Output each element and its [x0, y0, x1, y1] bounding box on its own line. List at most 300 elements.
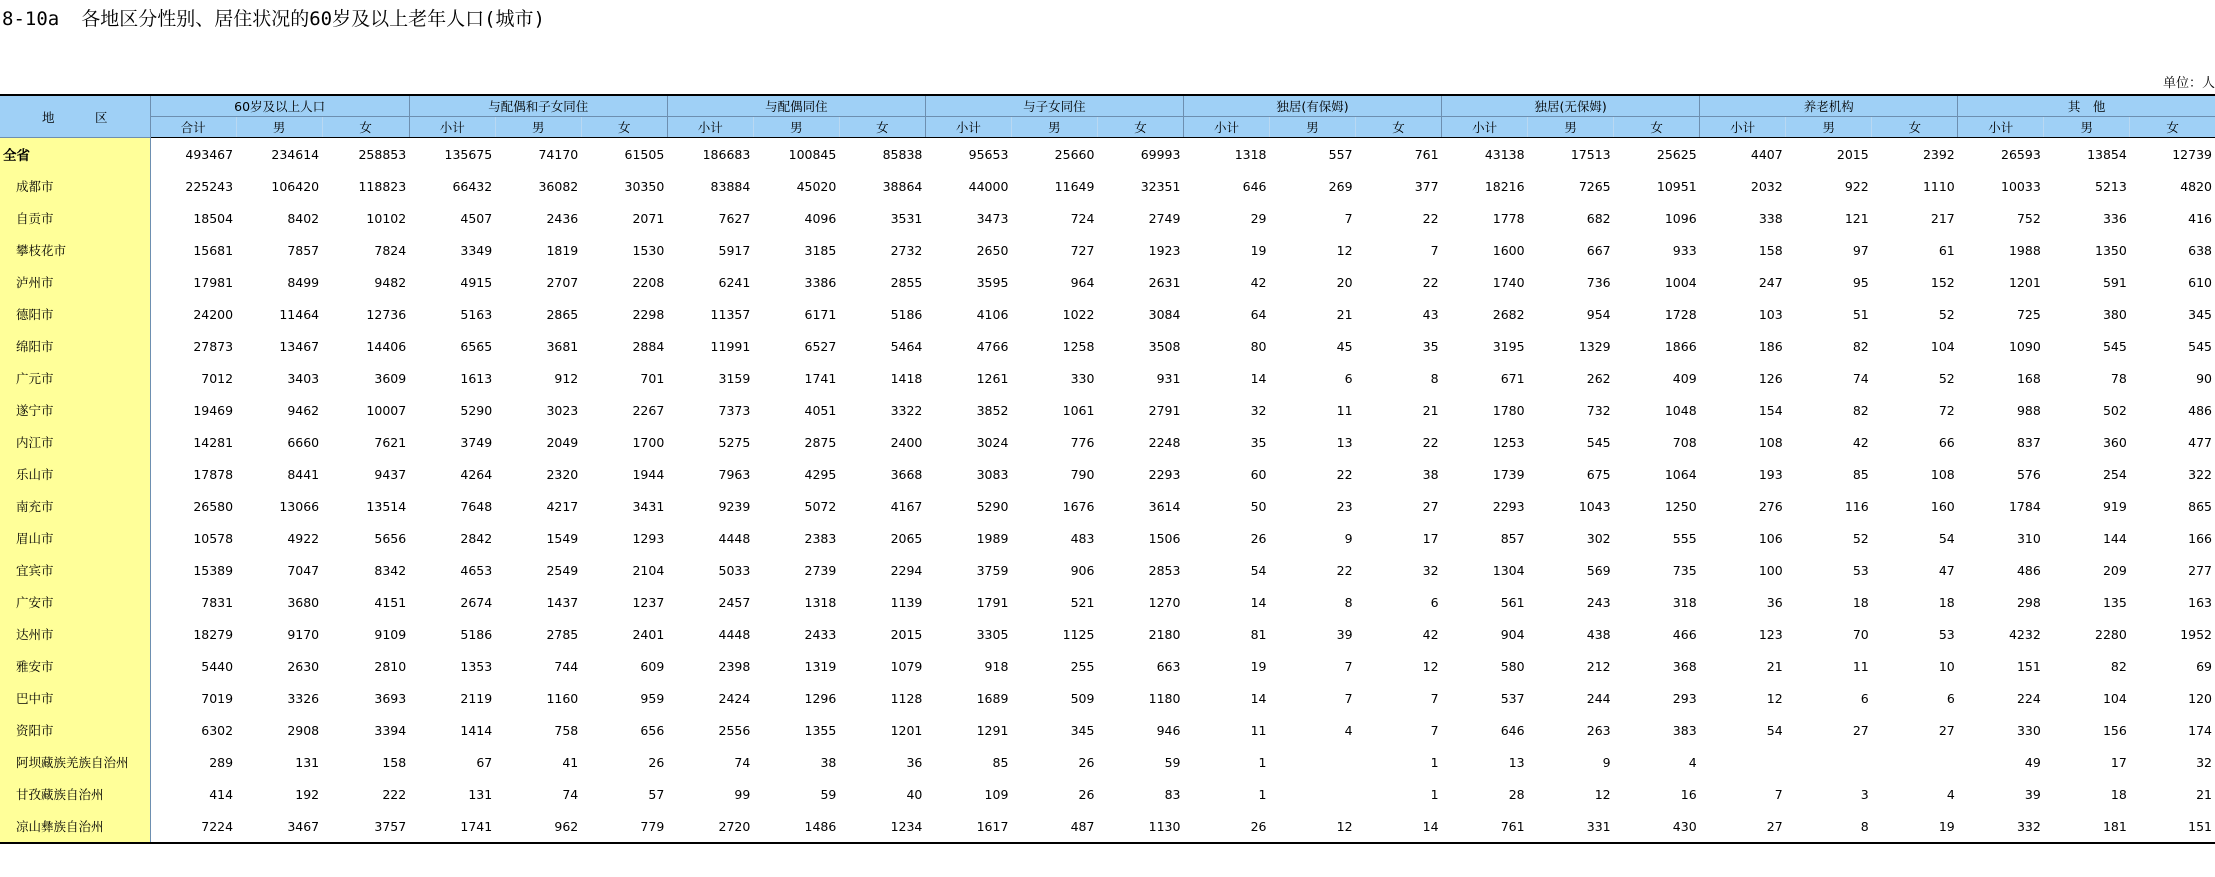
subheader: 小计: [1183, 117, 1269, 138]
value-cell: 15681: [193, 242, 234, 258]
value-cell: 345: [1070, 722, 1095, 738]
value-cell: 2400: [890, 434, 923, 450]
value-cell: 9239: [718, 498, 751, 514]
region-cell: 宜宾市: [0, 554, 150, 586]
value-cell: 108: [1930, 466, 1955, 482]
value-cell: 2298: [632, 306, 665, 322]
value-cell: 18504: [193, 210, 234, 226]
value-cell: 14: [1250, 594, 1267, 610]
value-cell: 42: [1422, 626, 1439, 642]
value-cell: 234614: [271, 146, 320, 162]
value-cell: 2065: [890, 530, 923, 546]
table-row: [0, 682, 2215, 714]
value-cell: 36: [906, 754, 923, 770]
value-cell: 243: [1586, 594, 1611, 610]
table-row: [0, 426, 2215, 458]
value-cell: 9170: [287, 626, 320, 642]
value-cell: [1786, 746, 1872, 778]
value-cell: 12: [1594, 786, 1611, 802]
value-cell: 2457: [718, 594, 751, 610]
value-cell: 21: [1766, 658, 1783, 674]
table-row: [0, 586, 2215, 618]
value-cell: 1530: [632, 242, 665, 258]
value-cell: 12: [1336, 242, 1353, 258]
value-cell: 1270: [1148, 594, 1181, 610]
value-cell: 224: [2016, 690, 2041, 706]
value-cell: 724: [1070, 210, 1095, 226]
value-cell: 904: [1500, 626, 1525, 642]
value-cell: 3749: [460, 434, 493, 450]
value-cell: 244: [1586, 690, 1611, 706]
value-cell: 10: [1938, 658, 1955, 674]
value-cell: 380: [2102, 306, 2127, 322]
subheader: 小计: [409, 117, 495, 138]
value-cell: 120: [2188, 690, 2212, 706]
value-cell: 7019: [201, 690, 234, 706]
value-cell: 100: [1758, 562, 1783, 578]
value-cell: 26: [648, 754, 665, 770]
value-cell: 25625: [1656, 146, 1697, 162]
value-cell: 2398: [718, 658, 751, 674]
value-cell: 25660: [1054, 146, 1095, 162]
value-cell: 72: [1938, 402, 1955, 418]
value-cell: 14: [1356, 810, 1442, 843]
value-cell: 6241: [718, 274, 751, 290]
value-cell: 1741: [804, 370, 837, 386]
value-cell: 5656: [374, 530, 407, 546]
value-cell: 18: [1938, 594, 1955, 610]
value-cell: 19: [1250, 658, 1267, 674]
value-cell: 555: [1672, 530, 1697, 546]
table-body: [0, 138, 2215, 844]
value-cell: 1: [1258, 786, 1267, 802]
value-cell: 74: [562, 786, 579, 802]
value-cell: 24200: [193, 306, 234, 322]
region-cell: 自贡市: [0, 202, 150, 234]
value-cell: 40: [906, 786, 923, 802]
group-header: 独居(无保姆): [1442, 95, 1700, 117]
value-cell: 4407: [1750, 146, 1783, 162]
value-cell: 4: [1688, 754, 1697, 770]
value-cell: 2433: [804, 626, 837, 642]
value-cell: 2294: [890, 562, 923, 578]
value-cell: 959: [640, 690, 665, 706]
value-cell: 3322: [890, 402, 923, 418]
value-cell: 32351: [1140, 178, 1181, 194]
value-cell: 3403: [287, 370, 320, 386]
value-cell: 3680: [287, 594, 320, 610]
value-cell: 1064: [1664, 466, 1697, 482]
value-cell: 7963: [718, 466, 751, 482]
value-cell: 263: [1586, 722, 1611, 738]
value-cell: 13854: [2087, 146, 2127, 162]
value-cell: 2267: [632, 402, 665, 418]
value-cell: 1043: [1578, 498, 1611, 514]
value-cell: 6660: [287, 434, 320, 450]
value-cell: 438: [1586, 626, 1611, 642]
value-cell: 3386: [804, 274, 837, 290]
value-cell: 19469: [193, 402, 234, 418]
value-cell: 26593: [2001, 146, 2041, 162]
value-cell: 54: [1250, 562, 1267, 578]
value-cell: 682: [1586, 210, 1611, 226]
value-cell: 8402: [287, 210, 320, 226]
value-cell: 3467: [236, 810, 322, 843]
value-cell: 7831: [201, 594, 234, 610]
value-cell: 11: [1852, 658, 1869, 674]
value-cell: 4: [1946, 786, 1955, 802]
value-cell: 725: [2016, 306, 2041, 322]
value-cell: 104: [2102, 690, 2127, 706]
value-cell: 2853: [1148, 562, 1181, 578]
value-cell: 1318: [804, 594, 837, 610]
value-cell: 83884: [710, 178, 751, 194]
value-cell: 57: [648, 786, 665, 802]
value-cell: 1160: [546, 690, 579, 706]
value-cell: 222: [382, 786, 407, 802]
value-cell: 293: [1672, 690, 1697, 706]
unit-label: 单位：人: [2162, 76, 2215, 91]
value-cell: 493467: [185, 146, 234, 162]
region-cell: 达州市: [0, 618, 150, 650]
value-cell: 4096: [804, 210, 837, 226]
value-cell: 151: [2016, 658, 2041, 674]
value-cell: 487: [1011, 810, 1097, 843]
value-cell: 1110: [1922, 178, 1955, 194]
value-cell: 1350: [2095, 242, 2127, 258]
value-cell: 2739: [804, 562, 837, 578]
value-cell: 1600: [1492, 242, 1525, 258]
value-cell: 9: [1344, 530, 1353, 546]
value-cell: 11464: [279, 306, 320, 322]
value-cell: 776: [1070, 434, 1095, 450]
value-cell: 53: [1938, 626, 1955, 642]
value-cell: 41: [562, 754, 579, 770]
value-cell: 310: [2016, 530, 2041, 546]
value-cell: 509: [1070, 690, 1095, 706]
table-row: [0, 650, 2215, 682]
value-cell: 158: [1758, 242, 1783, 258]
value-cell: 42: [1852, 434, 1869, 450]
value-cell: 49: [2024, 754, 2041, 770]
value-cell: 90: [2196, 370, 2212, 386]
value-cell: 5440: [201, 658, 234, 674]
value-cell: 610: [2188, 274, 2212, 290]
value-cell: 667: [1586, 242, 1611, 258]
value-cell: 1234: [839, 810, 925, 843]
value-cell: 336: [2102, 210, 2127, 226]
value-cell: 1355: [804, 722, 837, 738]
value-cell: 27: [1422, 498, 1439, 514]
value-cell: 922: [1844, 178, 1869, 194]
region-cell: 攀枝花市: [0, 234, 150, 266]
table-row: [0, 746, 2215, 778]
value-cell: 109: [984, 786, 1009, 802]
value-cell: 2732: [890, 242, 923, 258]
value-cell: 277: [2188, 562, 2212, 578]
value-cell: 383: [1672, 722, 1697, 738]
value-cell: 3473: [976, 210, 1009, 226]
value-cell: 1125: [1062, 626, 1095, 642]
table-row: [0, 490, 2215, 522]
value-cell: 13514: [366, 498, 407, 514]
value-cell: 99: [734, 786, 751, 802]
value-cell: 591: [2102, 274, 2127, 290]
value-cell: 7265: [1578, 178, 1611, 194]
value-cell: 262: [1586, 370, 1611, 386]
table-row: [0, 330, 2215, 362]
value-cell: 5290: [976, 498, 1009, 514]
value-cell: 988: [2016, 402, 2041, 418]
value-cell: 7: [1430, 722, 1439, 738]
value-cell: 1329: [1578, 338, 1611, 354]
value-cell: 345: [2188, 306, 2212, 322]
value-cell: 19: [1250, 242, 1267, 258]
value-cell: 35: [1250, 434, 1267, 450]
value-cell: 318: [1672, 594, 1697, 610]
value-cell: [1700, 746, 1786, 778]
subheader: 女: [839, 117, 925, 138]
subheader: 女: [1356, 117, 1442, 138]
group-header: 与子女同住: [925, 95, 1183, 117]
value-cell: 1739: [1492, 466, 1525, 482]
value-cell: 4217: [546, 498, 579, 514]
value-cell: 1048: [1664, 402, 1697, 418]
region-cell: 内江市: [0, 426, 150, 458]
value-cell: 32: [2196, 754, 2212, 770]
value-cell: 7648: [460, 498, 493, 514]
value-cell: 276: [1758, 498, 1783, 514]
value-cell: 2549: [546, 562, 579, 578]
value-cell: 2842: [460, 530, 493, 546]
table-title: 各地区分性别、居住状况的60岁及以上老年人口(城市): [81, 8, 545, 30]
value-cell: 1319: [804, 658, 837, 674]
value-cell: 10033: [2001, 178, 2041, 194]
value-cell: 174: [2188, 722, 2212, 738]
value-cell: 9462: [287, 402, 320, 418]
value-cell: 486: [2016, 562, 2041, 578]
value-cell: 212: [1586, 658, 1611, 674]
table-row-total: [0, 138, 2215, 171]
value-cell: 4106: [976, 306, 1009, 322]
value-cell: 3349: [460, 242, 493, 258]
value-cell: 3023: [546, 402, 579, 418]
value-cell: 154: [1758, 402, 1783, 418]
value-cell: 3609: [374, 370, 407, 386]
value-cell: 17981: [193, 274, 234, 290]
value-cell: 2884: [632, 338, 665, 354]
value-cell: 14: [1250, 370, 1267, 386]
value-cell: 17: [2110, 754, 2127, 770]
value-cell: 32: [1422, 562, 1439, 578]
subheader: 小计: [1442, 117, 1528, 138]
value-cell: 27: [1938, 722, 1955, 738]
value-cell: 42: [1250, 274, 1267, 290]
value-cell: 8342: [374, 562, 407, 578]
value-cell: 2049: [546, 434, 579, 450]
value-cell: 4448: [718, 626, 751, 642]
value-cell: 1353: [460, 658, 493, 674]
page-title: [2, 4, 545, 34]
value-cell: 17: [1422, 530, 1439, 546]
subheader: 男: [1528, 117, 1614, 138]
value-cell: 32: [1250, 402, 1267, 418]
value-cell: 744: [554, 658, 579, 674]
value-cell: 1261: [976, 370, 1009, 386]
value-cell: 10578: [193, 530, 234, 546]
value-cell: 569: [1586, 562, 1611, 578]
value-cell: 106420: [271, 178, 320, 194]
value-cell: 5213: [2095, 178, 2127, 194]
value-cell: 39: [2024, 786, 2041, 802]
value-cell: 17513: [1570, 146, 1611, 162]
value-cell: 19: [1872, 810, 1958, 843]
value-cell: 483: [1070, 530, 1095, 546]
value-cell: 2855: [890, 274, 923, 290]
value-cell: 646: [1242, 178, 1267, 194]
value-cell: 53: [1852, 562, 1869, 578]
value-cell: 3668: [890, 466, 923, 482]
value-cell: 106: [1758, 530, 1783, 546]
region-cell: 全省: [0, 138, 150, 171]
value-cell: 21: [2196, 786, 2212, 802]
value-cell: 7627: [718, 210, 751, 226]
value-cell: 4151: [374, 594, 407, 610]
value-cell: 3159: [718, 370, 751, 386]
value-cell: 38: [820, 754, 837, 770]
value-cell: 1318: [1234, 146, 1267, 162]
value-cell: 100845: [788, 146, 837, 162]
value-cell: 758: [554, 722, 579, 738]
value-cell: 302: [1586, 530, 1611, 546]
value-cell: 12: [1270, 810, 1356, 843]
value-cell: 1237: [632, 594, 665, 610]
value-cell: 131: [468, 786, 493, 802]
region-cell: 雅安市: [0, 650, 150, 682]
value-cell: 26: [1183, 810, 1269, 843]
value-cell: 1866: [1664, 338, 1697, 354]
value-cell: 1291: [976, 722, 1009, 738]
value-cell: 414: [209, 786, 234, 802]
value-cell: 27873: [193, 338, 234, 354]
value-cell: 580: [1500, 658, 1525, 674]
value-cell: 3305: [976, 626, 1009, 642]
value-cell: 6: [1430, 594, 1439, 610]
table-row: [0, 362, 2215, 394]
value-cell: 3614: [1148, 498, 1181, 514]
value-cell: 51: [1852, 306, 1869, 322]
value-cell: 11: [1250, 722, 1267, 738]
subheader: 女: [581, 117, 667, 138]
value-cell: 43138: [1484, 146, 1525, 162]
value-cell: 3431: [632, 498, 665, 514]
table-row: [0, 522, 2215, 554]
region-cell: 凉山彝族自治州: [0, 810, 150, 843]
value-cell: 116: [1844, 498, 1869, 514]
value-cell: 4653: [460, 562, 493, 578]
value-cell: 3185: [804, 242, 837, 258]
value-cell: 47: [1938, 562, 1955, 578]
region-cell: 泸州市: [0, 266, 150, 298]
table-row: [0, 298, 2215, 330]
value-cell: 11649: [1054, 178, 1095, 194]
value-cell: 74: [734, 754, 751, 770]
value-cell: 1952: [2180, 626, 2212, 642]
value-cell: 181: [2044, 810, 2130, 843]
value-cell: 254: [2102, 466, 2127, 482]
value-cell: 7824: [374, 242, 407, 258]
value-cell: 330: [2016, 722, 2041, 738]
group-header: 与配偶同住: [667, 95, 925, 117]
group-header: 60岁及以上人口: [150, 95, 409, 117]
value-cell: 160: [1930, 498, 1955, 514]
value-cell: 2293: [1148, 466, 1181, 482]
table-row: [0, 170, 2215, 202]
value-cell: 22: [1336, 562, 1353, 578]
value-cell: 779: [581, 810, 667, 843]
value-cell: 732: [1586, 402, 1611, 418]
value-cell: 646: [1500, 722, 1525, 738]
value-cell: 1741: [409, 810, 495, 843]
value-cell: 6565: [460, 338, 493, 354]
value-cell: 78: [2110, 370, 2127, 386]
subheader: 小计: [1958, 117, 2044, 138]
value-cell: 1676: [1062, 498, 1095, 514]
value-cell: 5290: [460, 402, 493, 418]
value-cell: 27: [1700, 810, 1786, 843]
value-cell: 3195: [1492, 338, 1525, 354]
value-cell: 964: [1070, 274, 1095, 290]
value-cell: 8: [1344, 594, 1353, 610]
table-row: [0, 458, 2215, 490]
value-cell: 74: [1852, 370, 1869, 386]
value-cell: 8441: [287, 466, 320, 482]
value-cell: 1617: [925, 810, 1011, 843]
value-cell: 360: [2102, 434, 2127, 450]
subheader: 女: [1872, 117, 1958, 138]
value-cell: 1780: [1492, 402, 1525, 418]
value-cell: 54: [1938, 530, 1955, 546]
value-cell: 1486: [753, 810, 839, 843]
value-cell: 3326: [287, 690, 320, 706]
value-cell: 2071: [632, 210, 665, 226]
group-header: 其 他: [1958, 95, 2215, 117]
value-cell: 21: [1422, 402, 1439, 418]
value-cell: 225243: [185, 178, 234, 194]
value-cell: 2436: [546, 210, 579, 226]
value-cell: 1: [1430, 754, 1439, 770]
value-cell: 3508: [1148, 338, 1181, 354]
value-cell: 66432: [452, 178, 493, 194]
value-cell: 638: [2188, 242, 2212, 258]
value-cell: 1128: [890, 690, 923, 706]
value-cell: 9109: [374, 626, 407, 642]
value-cell: 13: [1508, 754, 1525, 770]
value-cell: 35: [1422, 338, 1439, 354]
value-cell: 2749: [1148, 210, 1181, 226]
table-row: [0, 618, 2215, 650]
value-cell: 20: [1336, 274, 1353, 290]
value-cell: 5163: [460, 306, 493, 322]
value-cell: 209: [2102, 562, 2127, 578]
value-cell: 1689: [976, 690, 1009, 706]
value-cell: 946: [1156, 722, 1181, 738]
value-cell: 7047: [287, 562, 320, 578]
value-cell: 18279: [193, 626, 234, 642]
value-cell: 7: [1430, 242, 1439, 258]
value-cell: 2383: [804, 530, 837, 546]
value-cell: 43: [1422, 306, 1439, 322]
